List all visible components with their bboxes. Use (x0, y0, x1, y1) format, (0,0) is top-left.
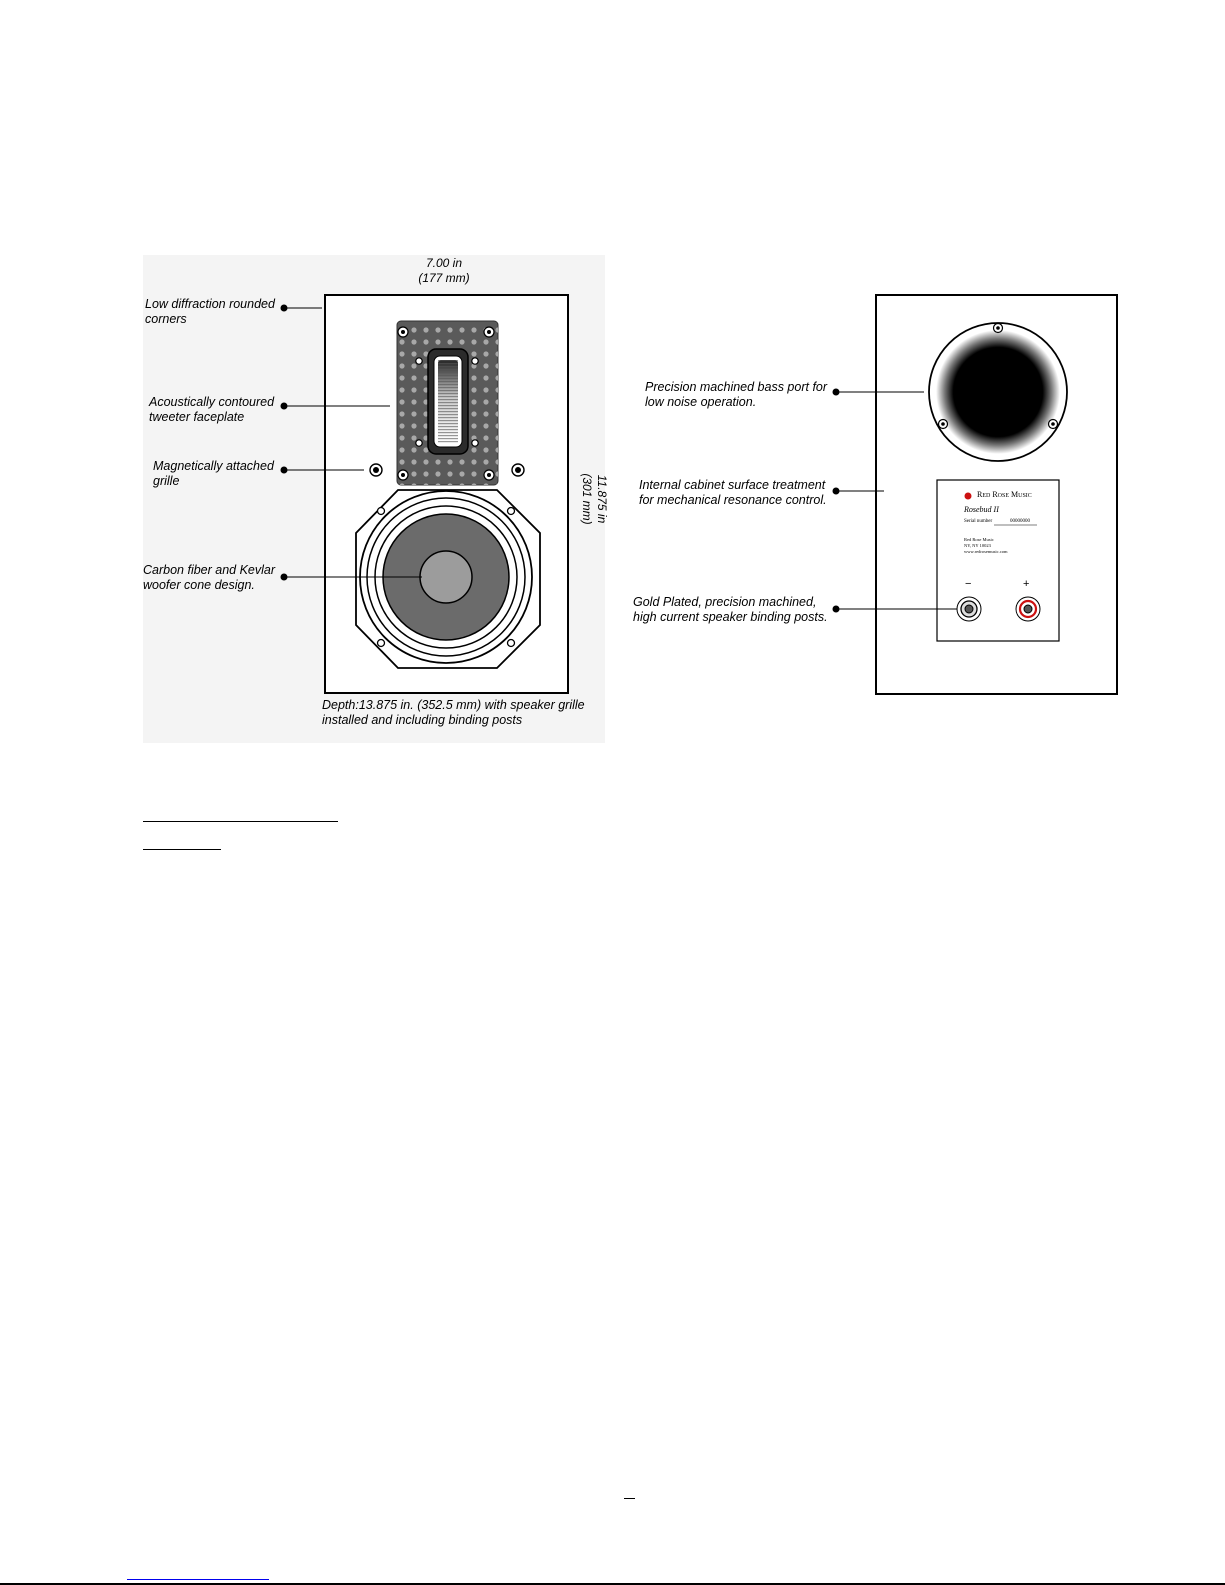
page-number-mark (624, 1498, 635, 1499)
callout-magnetic-grille: Magnetically attached grille (153, 459, 274, 488)
tweeter-faceplate (397, 321, 498, 485)
plate-serial-label: Serial number (964, 519, 993, 524)
separator-line-1 (143, 821, 338, 822)
depth-note: Depth:13.875 in. (352.5 mm) with speaker grille installed and including binding posts (322, 698, 585, 727)
callout-bass-port: Precision machined bass port for low noise operation. (645, 380, 828, 409)
brand-dot (965, 493, 972, 500)
plate-address: Red Rose Music NY, NY 10023 www.redrosemusic.com (964, 537, 1008, 554)
callout-tweeter-faceplate: Acoustically contoured tweeter faceplate (149, 395, 275, 424)
callout-woofer-cone: Carbon fiber and Kevlar woofer cone design. (143, 563, 276, 592)
plate-serial-value: 00000000 (1010, 519, 1030, 524)
bass-port (929, 323, 1067, 461)
width-dimension-label: 7.00 in (177 mm) (418, 256, 470, 285)
separator-line-2 (143, 849, 221, 850)
positive-binding-post (1016, 597, 1040, 621)
callout-rounded-corners: Low diffraction rounded corners (145, 297, 275, 326)
callout-binding-posts: Gold Plated, precision machined, high current speaker binding posts. (633, 595, 828, 624)
footer-link-underline[interactable] (127, 1579, 269, 1580)
grille-magnet-left (370, 464, 382, 476)
height-dimension-label: 11.875 in (301 mm) (580, 473, 609, 525)
positive-symbol: + (1023, 578, 1030, 590)
plate-brand: Red Rose Music (977, 490, 1032, 499)
grille-magnet-right (512, 464, 524, 476)
callout-cabinet-treatment: Internal cabinet surface treatment for mechanical resonance control. (639, 478, 827, 507)
plate-model: Rosebud II (964, 505, 999, 514)
negative-symbol: − (965, 578, 972, 590)
woofer (356, 490, 540, 668)
negative-binding-post (957, 597, 981, 621)
